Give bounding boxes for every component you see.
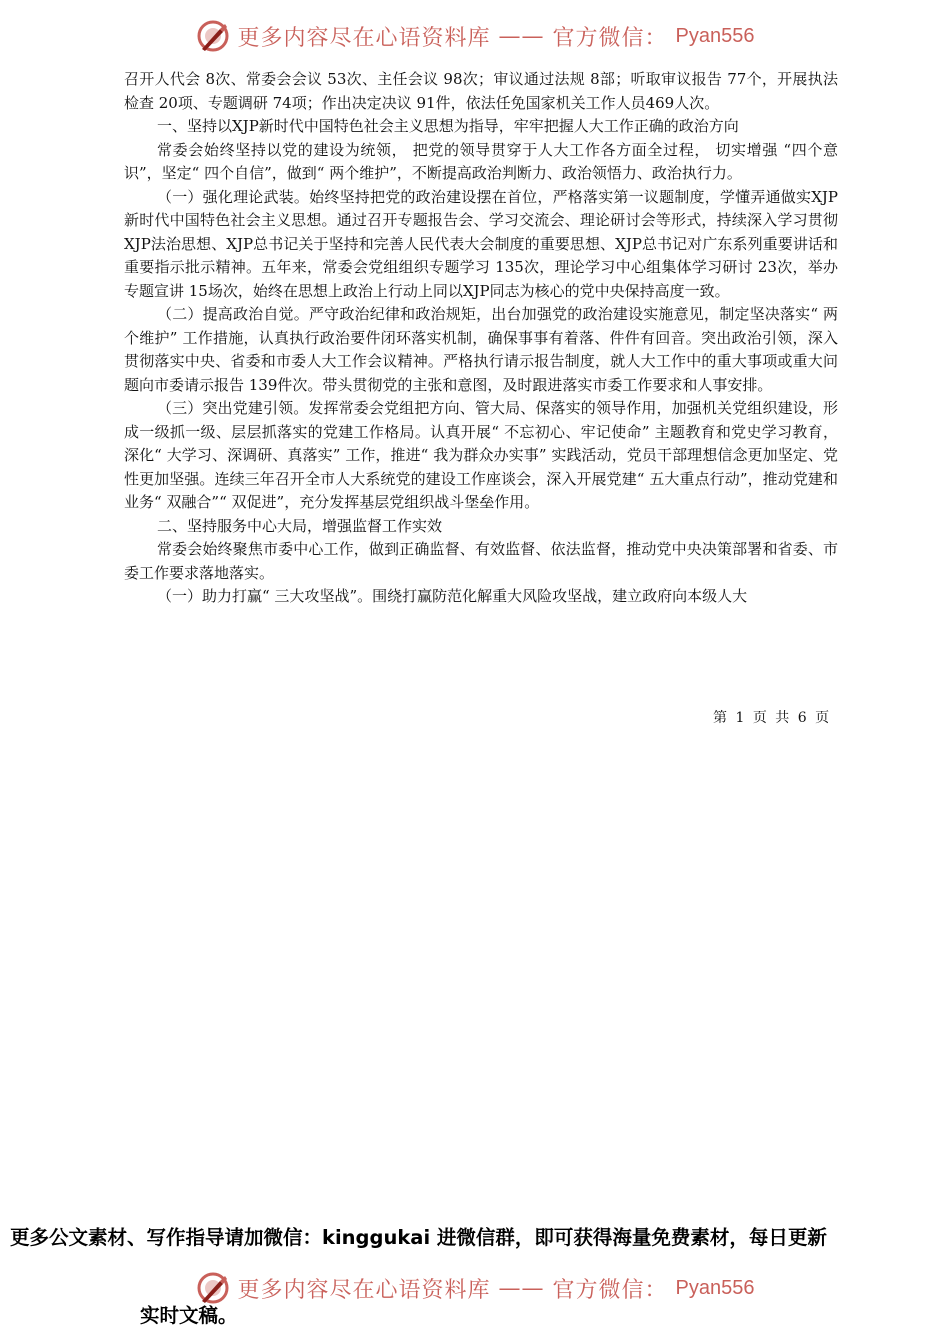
page-total: 6 xyxy=(797,710,807,726)
section-heading-2: 二、坚持服务中心大局，增强监督工作实效 xyxy=(157,516,443,535)
watermark-logo-icon xyxy=(196,1271,230,1305)
paragraph-intro-2: 常委会始终聚焦市委中心工作，做到正确监督、有效监督、依法监督，推动党中央决策部署和省委、市委工作要求落地落实。 xyxy=(124,540,838,582)
watermark-header xyxy=(0,14,950,58)
paragraph-three-battles: （一）助力打赢“ 三大攻坚战”。围绕打赢防范化解重大风险攻坚战，建立政府向本级人大 xyxy=(157,587,748,605)
section-heading-1: 一、坚持以XJP新时代中国特色社会主义思想为指导，牢牢把握人大工作正确的政治方向 xyxy=(157,117,739,135)
paragraph-stats: 召开人代会 8次、常委会会议 53次、主任会议 98次；审议通过法规 8部；听取审议报告 77个，开展执法检查 20项、专题调研 74项；作出决定决议 91件，依法任免国家机关工作人员469人次。 xyxy=(124,70,838,112)
watermark-official-label: 官方微信： xyxy=(552,25,668,51)
page-prefix: 第 xyxy=(713,710,727,726)
page-mid: 页 共 xyxy=(752,710,790,726)
watermark-wechat-id: Pyan556 xyxy=(675,1276,755,1299)
paragraph-intro-1: 常委会始终坚持以党的建设为统领， 把党的领导贯穿于人大工作各方面全过程， 切实增强 “四个意识”，坚定“ 四个自信”，做到“ 两个维护”，不断提高政治判断力、政治领悟力、政治执行力。 xyxy=(124,140,838,182)
watermark-text: 更多内容尽在心语资料库 xyxy=(237,1277,491,1303)
paragraph-theory: （一）强化理论武装。始终坚持把党的政治建设摆在首位，严格落实第一议题制度，学懂弄通做实XJP新时代中国特色社会主义思想。通过召开专题报告会、学习交流会、理论研讨会等形式，持续深入学习贯彻XJP法治思想、XJP总书记关于坚持和完善人民代表大会制度的重要思想、XJP总书记对广东系列重要讲话和重要指示批示精神。五年来，常委会党组组织专题学习 135次，理论学习中心组集体学习研讨 23次，举办专题宣讲 15场次，始终在思想上政治上行动上同以XJP同志为核心的党中央保持高度一致。 xyxy=(124,187,838,300)
document-body xyxy=(124,68,838,609)
watermark-dash: —— xyxy=(498,1275,545,1301)
watermark-dash: —— xyxy=(498,23,545,49)
paragraph-political: （二）提高政治自觉。严守政治纪律和政治规矩，出台加强党的政治建设实施意见，制定坚决落实“ 两个维护” 工作措施，认真执行政治要件闭环落实机制，确保事事有着落、件件有回音。突出政治引领，深入贯彻落实中央、省委和市委人大工作会议精神。严格执行请示报告制度，就人大工作中的重大事项或重大问题向市委请示报告 139件次。带头贯彻党的主张和意图，及时跟进落实市委工作要求和人事安排。 xyxy=(124,305,838,394)
footer-ad: 更多公文素材、写作指导请加微信：kinggukai 进微信群，即可获得海量免费素材，每日更新 xyxy=(10,1226,827,1249)
watermark-official-label: 官方微信： xyxy=(552,1277,668,1303)
paragraph-party-building: （三）突出党建引领。发挥常委会党组把方向、管大局、保落实的领导作用，加强机关党组织建设，形成一级抓一级、层层抓落实的党建工作格局。认真开展“ 不忘初心、牢记使命” 主题教育和党史学习教育，深化“ 大学习、深调研、真落实” 工作，推进“ 我为群众办实事” 实践活动，党员干部理想信念更加坚定、党性更加坚强。连续三年召开全市人大系统党的建设工作座谈会，深入开展党建“ 五大重点行动”，推动党建和业务“ 双融合”“ 双促进”，充分发挥基层党组织战斗堡垒作用。 xyxy=(124,399,838,511)
page-suffix: 页 xyxy=(815,710,830,726)
footer-ad-tail: 实时文稿。 xyxy=(140,1304,238,1327)
watermark-text: 更多内容尽在心语资料库 xyxy=(237,25,491,51)
page-current: 1 xyxy=(735,710,745,726)
watermark-logo-icon xyxy=(196,19,230,53)
watermark-wechat-id: Pyan556 xyxy=(675,24,755,47)
page-number xyxy=(713,707,829,727)
